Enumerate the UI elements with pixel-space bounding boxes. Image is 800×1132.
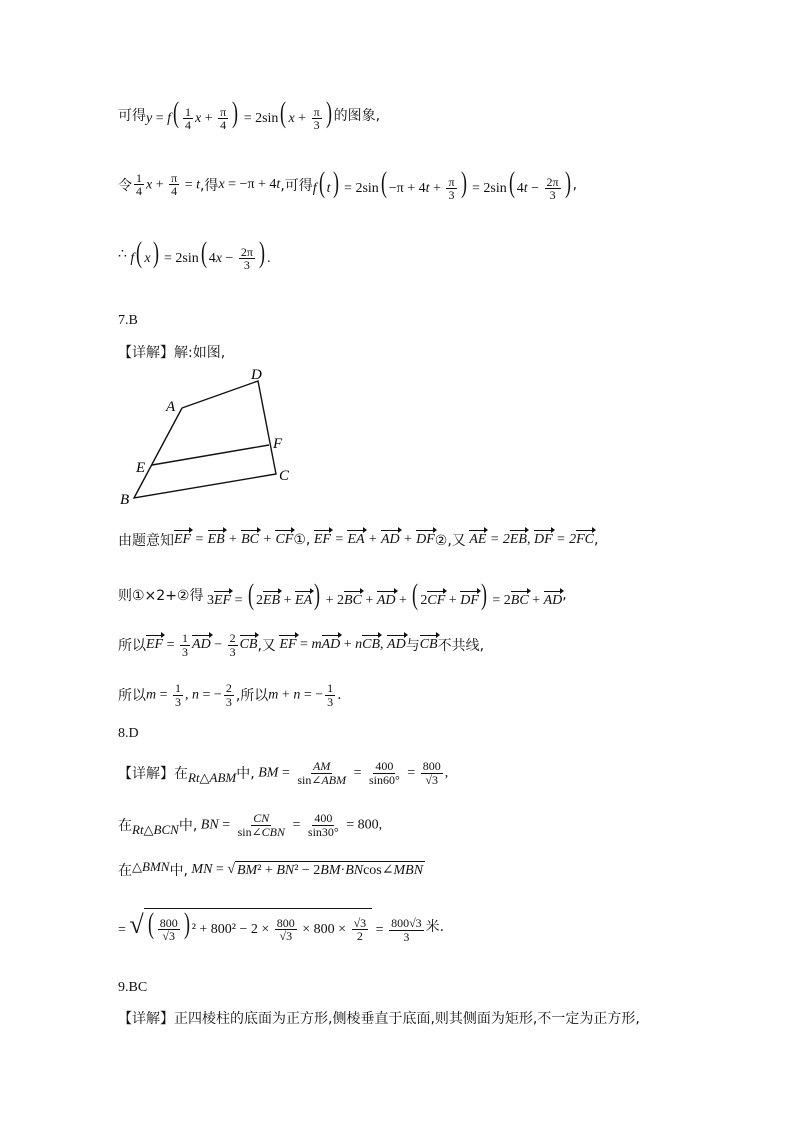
q7-l2a: 则①×2+②得 bbox=[118, 588, 204, 604]
q7-mn: m = $\frac{1}{3}$ , n = − $\frac{2}{3}$ bbox=[146, 681, 232, 709]
q7-l3a: 所以 bbox=[118, 638, 146, 655]
q8-l1a: 【详解】在 bbox=[118, 766, 188, 783]
therefore: ∴ bbox=[118, 247, 127, 263]
label-a: A bbox=[166, 399, 176, 415]
q7-line2 bbox=[118, 580, 567, 610]
q7-l3c: 与 bbox=[405, 638, 420, 655]
q7-vec-eq1: EF = EB + BC + CF bbox=[174, 532, 294, 547]
q8-l2c: 中, bbox=[178, 818, 198, 835]
q7-l1b: ①, bbox=[293, 532, 311, 548]
q8-header: 8.D bbox=[118, 726, 139, 741]
q8-line2 bbox=[118, 812, 382, 838]
q8-l1c: 中, bbox=[236, 766, 255, 783]
q7-l3b: ,又 bbox=[257, 638, 276, 655]
q8-l3b: △BMN bbox=[132, 859, 170, 874]
q8-mn: MN = √ BM² + BN² − 2BM·BNcos∠MBN bbox=[191, 862, 424, 878]
q7-vec-eq4: 3EF = ( 2EB + EA) + 2BC + AD + ( 2CF + DF) = 2BC + AD bbox=[203, 578, 563, 611]
label-d: D bbox=[251, 367, 262, 383]
eq2-mid1: ,得 bbox=[199, 177, 219, 194]
q7-sum: m + n = − $\frac{1}{3}$ bbox=[268, 681, 334, 709]
q7-vec-eq2: EF = EA + AD + DF bbox=[313, 532, 435, 547]
eq2-line bbox=[118, 168, 577, 202]
label-b: B bbox=[120, 492, 130, 508]
q7-vec-eq5: EF = $\frac{1}{3}$ AD − $\frac{2}{3}$ CB bbox=[146, 631, 258, 659]
q7-l3d: 不共线, bbox=[437, 638, 485, 655]
q7-l2b: , bbox=[562, 587, 567, 603]
q8-bm: BM = $\frac{AM}{\text{sin∠ABM}}$ = $\frac{400}{\sin 60^\circ}$ = $\frac{800}{√3}$ , bbox=[258, 759, 449, 787]
eq2-mid2: ,可得 bbox=[280, 177, 313, 194]
eq2-sub: $\frac{1}{4}$ x + $\frac{\pi}{4}$ = t bbox=[136, 170, 200, 199]
q8-l1b: Rt△ABM bbox=[188, 770, 237, 786]
q8-line1 bbox=[118, 760, 448, 786]
q7-l1d: , bbox=[594, 532, 599, 548]
eq2-post: , bbox=[572, 176, 578, 193]
q7-l4a: 所以 bbox=[118, 688, 146, 705]
segment-ef bbox=[152, 445, 269, 465]
eq1-line bbox=[118, 98, 380, 132]
q8-l3a: 在 bbox=[118, 863, 132, 879]
label-e: E bbox=[136, 460, 146, 476]
q8-l3c: 中, bbox=[169, 863, 188, 879]
q7-line1 bbox=[118, 530, 598, 550]
q8-l2a: 在 bbox=[118, 818, 132, 835]
label-f: F bbox=[273, 436, 283, 452]
q8-line3 bbox=[118, 860, 425, 880]
q8-unit: 米. bbox=[425, 918, 445, 935]
q8-line4 bbox=[118, 908, 444, 943]
q7-vec-eq6: EF = mAD + nCB, AD bbox=[279, 637, 406, 653]
q8-result: = √ ( $\frac{800}{√3}$ ) ² + 800² − 2 × $\frac{800}{√3}$ × 800 × $\frac{√3}{2}$ = $\frac{800√3}{3}$ bbox=[118, 907, 422, 944]
label-c: C bbox=[279, 468, 290, 484]
q7-vec-eq3: AE = 2EB, DF = 2FC bbox=[469, 532, 594, 547]
q7-l1a: 由题意知 bbox=[118, 533, 174, 549]
eq1-pre: 可得 bbox=[118, 107, 146, 124]
figure-outline bbox=[134, 381, 276, 498]
q7-l4b: ,所以 bbox=[235, 688, 269, 705]
q8-l2b: Rt△BCN bbox=[132, 822, 179, 838]
eq3-line bbox=[118, 238, 270, 272]
q7-header: 7.B bbox=[118, 313, 138, 328]
eq1-post: 的图象, bbox=[333, 107, 381, 124]
eq3-formula: f( x) = 2sin( 4x − $\frac{2\pi}{3}$ ) . bbox=[130, 236, 271, 273]
q7-vec-cb: CB bbox=[419, 637, 438, 653]
q7-l4c: . bbox=[337, 687, 342, 704]
quadrilateral-figure bbox=[118, 365, 298, 510]
eq1-formula: y = f( $\frac{1}{4}$ x + $\frac{\pi}{4}$ ) = 2sin( x + $\frac{\pi}{3}$ ) bbox=[146, 96, 332, 133]
eq2-pre: 令 bbox=[118, 177, 132, 194]
eq2-ft: f( t) = 2sin( −π + 4t + $\frac{\pi}{3}$ ) = 2sin( 4t − $\frac{2\pi}{3}$ ) bbox=[312, 166, 571, 203]
eq2-x: x = −π + 4t bbox=[218, 176, 281, 192]
q9-detail: 【详解】正四棱柱的底面为正方形,侧棱垂直于底面,则其侧面为矩形,不一定为正方形, bbox=[118, 1011, 640, 1027]
q7-line3 bbox=[118, 632, 484, 658]
q7-l1c: ②,又 bbox=[434, 533, 466, 549]
q8-bn: BN = $\frac{CN}{\text{sin∠CBN}}$ = $\frac{400}{\sin 30^\circ}$ = 800, bbox=[200, 811, 383, 839]
q7-detail: 【详解】解:如图, bbox=[118, 345, 226, 361]
q9-header: 9.BC bbox=[118, 980, 148, 995]
q7-line4 bbox=[118, 682, 342, 708]
